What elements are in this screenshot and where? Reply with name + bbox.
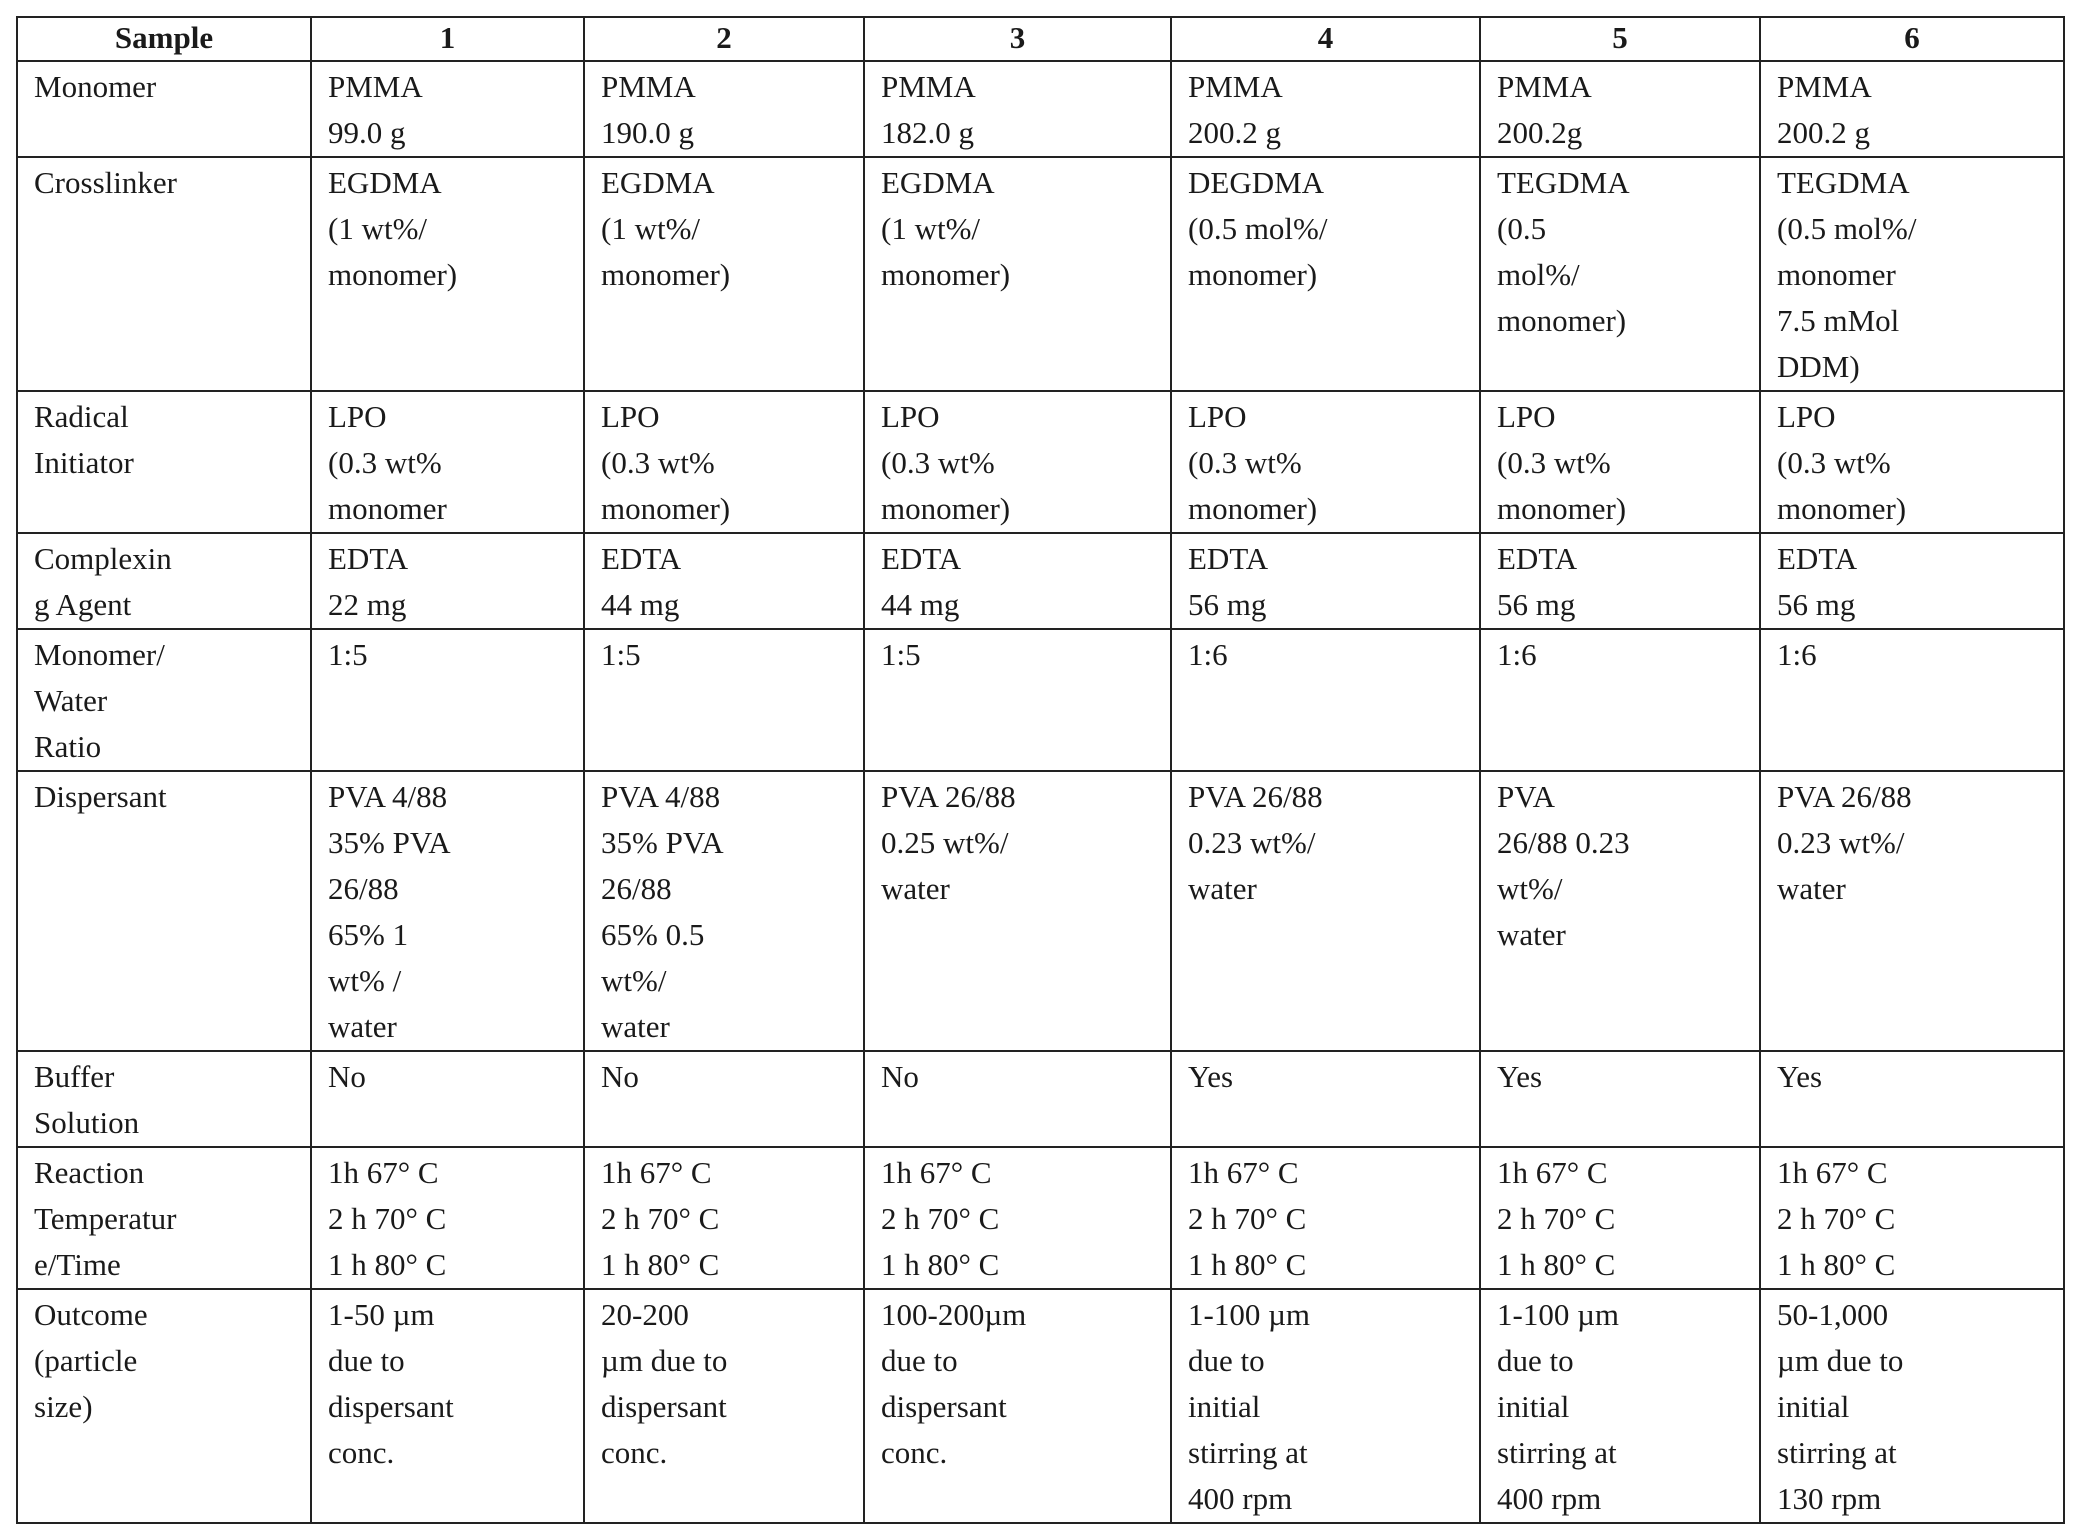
table-cell: 1:6 — [1480, 629, 1760, 771]
row-label: Monomer/ Water Ratio — [17, 629, 311, 771]
table-cell: EDTA 22 mg — [311, 533, 584, 629]
table-cell: EDTA 56 mg — [1760, 533, 2064, 629]
table-cell: 1:5 — [864, 629, 1171, 771]
table-cell: TEGDMA (0.5 mol%/ monomer) — [1480, 157, 1760, 391]
table-cell: LPO (0.3 wt% monomer — [311, 391, 584, 533]
row-label: Complexin g Agent — [17, 533, 311, 629]
table-cell: PMMA 200.2 g — [1171, 61, 1480, 157]
table-cell: PVA 26/88 0.23 wt%/ water — [1171, 771, 1480, 1051]
header-row — [17, 17, 2064, 61]
header-sample: Sample — [17, 17, 311, 61]
table-cell: 1:6 — [1760, 629, 2064, 771]
table-cell: 1-50 µm due to dispersant conc. — [311, 1289, 584, 1523]
sample-table — [16, 16, 2065, 1524]
table-cell: EDTA 44 mg — [864, 533, 1171, 629]
table-row — [17, 629, 2064, 771]
table-cell: PMMA 190.0 g — [584, 61, 864, 157]
table-cell: Yes — [1760, 1051, 2064, 1147]
table-cell: EDTA 56 mg — [1171, 533, 1480, 629]
table-cell: 1h 67° C 2 h 70° C 1 h 80° C — [1760, 1147, 2064, 1289]
table-cell: 1h 67° C 2 h 70° C 1 h 80° C — [864, 1147, 1171, 1289]
row-label: Outcome (particle size) — [17, 1289, 311, 1523]
table-cell: No — [584, 1051, 864, 1147]
table-cell: PVA 4/88 35% PVA 26/88 65% 0.5 wt%/ water — [584, 771, 864, 1051]
table-cell: TEGDMA (0.5 mol%/ monomer 7.5 mMol DDM) — [1760, 157, 2064, 391]
table-cell: 50-1,000 µm due to initial stirring at 130 rpm — [1760, 1289, 2064, 1523]
table-cell: PVA 26/88 0.23 wt%/ water — [1480, 771, 1760, 1051]
table-cell: LPO (0.3 wt% monomer) — [584, 391, 864, 533]
table-cell: PVA 26/88 0.25 wt%/ water — [864, 771, 1171, 1051]
table-cell: LPO (0.3 wt% monomer) — [864, 391, 1171, 533]
table-cell: PMMA 200.2g — [1480, 61, 1760, 157]
table-cell: 100-200µm due to dispersant conc. — [864, 1289, 1171, 1523]
table-cell: EGDMA (1 wt%/ monomer) — [864, 157, 1171, 391]
table-cell: 1:5 — [311, 629, 584, 771]
row-label: Crosslinker — [17, 157, 311, 391]
header-1: 1 — [311, 17, 584, 61]
table-row — [17, 1289, 2064, 1523]
table-cell: 1h 67° C 2 h 70° C 1 h 80° C — [311, 1147, 584, 1289]
table-cell: 1h 67° C 2 h 70° C 1 h 80° C — [1171, 1147, 1480, 1289]
table-cell: PMMA 182.0 g — [864, 61, 1171, 157]
table-row — [17, 157, 2064, 391]
table-cell: EDTA 56 mg — [1480, 533, 1760, 629]
table-row — [17, 533, 2064, 629]
table-cell: PVA 4/88 35% PVA 26/88 65% 1 wt% / water — [311, 771, 584, 1051]
table-cell: EDTA 44 mg — [584, 533, 864, 629]
row-label: Monomer — [17, 61, 311, 157]
table-cell: PMMA 99.0 g — [311, 61, 584, 157]
row-label: Buffer Solution — [17, 1051, 311, 1147]
table-cell: Yes — [1171, 1051, 1480, 1147]
table-cell: 1:5 — [584, 629, 864, 771]
table-cell: PVA 26/88 0.23 wt%/ water — [1760, 771, 2064, 1051]
header-3: 3 — [864, 17, 1171, 61]
table-cell: LPO (0.3 wt% monomer) — [1480, 391, 1760, 533]
table-cell: 1-100 µm due to initial stirring at 400 rpm — [1480, 1289, 1760, 1523]
table-cell: No — [864, 1051, 1171, 1147]
row-label: Dispersant — [17, 771, 311, 1051]
table-cell: 1h 67° C 2 h 70° C 1 h 80° C — [584, 1147, 864, 1289]
table-cell: EGDMA (1 wt%/ monomer) — [584, 157, 864, 391]
table-cell: 1-100 µm due to initial stirring at 400 rpm — [1171, 1289, 1480, 1523]
table-row — [17, 391, 2064, 533]
table-cell: EGDMA (1 wt%/ monomer) — [311, 157, 584, 391]
table-cell: LPO (0.3 wt% monomer) — [1760, 391, 2064, 533]
table-cell: Yes — [1480, 1051, 1760, 1147]
table-cell: 1:6 — [1171, 629, 1480, 771]
header-4: 4 — [1171, 17, 1480, 61]
table-row — [17, 61, 2064, 157]
table-cell: LPO (0.3 wt% monomer) — [1171, 391, 1480, 533]
row-label: Radical Initiator — [17, 391, 311, 533]
header-5: 5 — [1480, 17, 1760, 61]
row-label: Reaction Temperatur e/Time — [17, 1147, 311, 1289]
table-cell: 1h 67° C 2 h 70° C 1 h 80° C — [1480, 1147, 1760, 1289]
table-row — [17, 1051, 2064, 1147]
header-6: 6 — [1760, 17, 2064, 61]
header-2: 2 — [584, 17, 864, 61]
table-cell: No — [311, 1051, 584, 1147]
table-row — [17, 771, 2064, 1051]
table-cell: DEGDMA (0.5 mol%/ monomer) — [1171, 157, 1480, 391]
table-cell: 20-200 µm due to dispersant conc. — [584, 1289, 864, 1523]
table-cell: PMMA 200.2 g — [1760, 61, 2064, 157]
table-row — [17, 1147, 2064, 1289]
